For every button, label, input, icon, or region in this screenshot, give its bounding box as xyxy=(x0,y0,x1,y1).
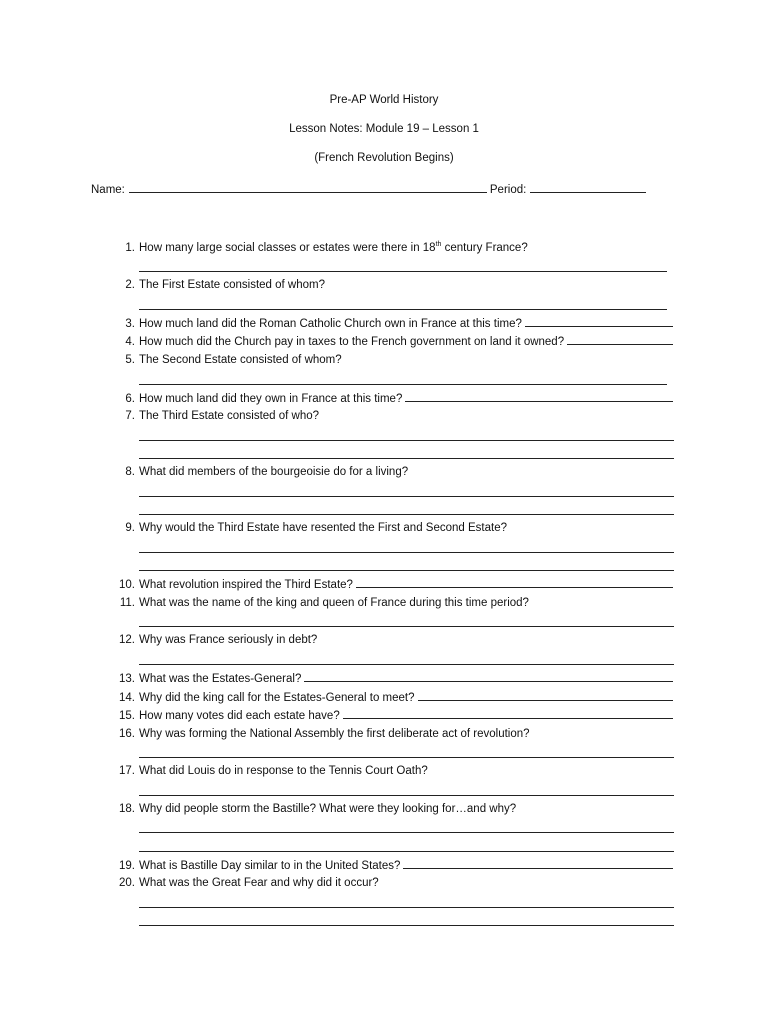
question-list xyxy=(105,239,675,930)
topic-subtitle: (French Revolution Begins) xyxy=(314,152,454,164)
question-number: 13. xyxy=(119,672,135,685)
question-15 xyxy=(105,706,675,725)
answer-field[interactable] xyxy=(356,575,673,588)
question-4 xyxy=(105,332,675,351)
question-text: How many votes did each estate have? xyxy=(139,710,340,723)
answer-field[interactable] xyxy=(403,856,673,869)
question-text: Why would the Third Estate have resented the First and Second Estate? xyxy=(139,522,507,535)
answer-line-row xyxy=(105,557,675,576)
answer-line[interactable] xyxy=(139,906,674,908)
question-text: What did Louis do in response to the Tennis Court Oath? xyxy=(139,765,428,778)
question-19 xyxy=(105,856,675,875)
answer-field[interactable] xyxy=(304,669,673,682)
question-number: 8. xyxy=(125,466,135,479)
question-number: 14. xyxy=(119,691,135,704)
answer-line-row xyxy=(105,650,675,669)
answer-line-row xyxy=(105,426,675,445)
period-field[interactable] xyxy=(530,181,646,193)
answer-line-row xyxy=(105,893,675,912)
question-10 xyxy=(105,575,675,594)
question-text: What revolution inspired the Third Estate? xyxy=(139,579,353,592)
question-text: The First Estate consisted of whom? xyxy=(139,279,325,292)
question-3 xyxy=(105,314,675,333)
answer-line[interactable] xyxy=(139,663,674,665)
question-text: Why did people storm the Bastille? What were they looking for…and why? xyxy=(139,802,517,815)
answer-field[interactable] xyxy=(567,332,673,345)
answer-line[interactable] xyxy=(139,625,674,627)
answer-line[interactable] xyxy=(139,924,674,926)
answer-line[interactable] xyxy=(139,270,667,272)
question-number: 20. xyxy=(119,877,135,890)
question-16 xyxy=(105,725,675,744)
question-number: 12. xyxy=(119,634,135,647)
question-number: 4. xyxy=(125,336,135,349)
question-number: 11. xyxy=(119,597,135,610)
answer-field[interactable] xyxy=(405,389,673,402)
answer-line[interactable] xyxy=(139,794,674,796)
question-number: 17. xyxy=(119,765,135,778)
answer-line[interactable] xyxy=(139,569,674,571)
name-period-row xyxy=(91,181,671,196)
name-label: Name: xyxy=(91,184,125,196)
course-title: Pre-AP World History xyxy=(329,94,439,106)
answer-line[interactable] xyxy=(139,457,674,459)
question-text: What is Bastille Day similar to in the United States? xyxy=(139,859,401,872)
answer-line-row xyxy=(105,744,675,763)
answer-line[interactable] xyxy=(139,551,674,553)
question-number: 5. xyxy=(125,354,135,367)
question-1 xyxy=(105,239,675,258)
question-text: How many large social classes or estates were there in 18th century France? xyxy=(139,241,528,254)
answer-field[interactable] xyxy=(525,314,673,327)
question-text: What did members of the bourgeoisie do for a living? xyxy=(139,466,409,479)
answer-line-row xyxy=(105,837,675,856)
question-9 xyxy=(105,519,675,538)
answer-line-row xyxy=(105,538,675,557)
answer-line-row xyxy=(105,258,675,277)
question-20 xyxy=(105,874,675,893)
question-text: Why was France seriously in debt? xyxy=(139,634,318,647)
question-text: How much land did they own in France at this time? xyxy=(139,392,403,405)
question-text: The Second Estate consisted of whom? xyxy=(139,354,342,367)
question-11 xyxy=(105,594,675,613)
answer-line[interactable] xyxy=(139,383,667,385)
answer-line[interactable] xyxy=(139,495,674,497)
question-13 xyxy=(105,669,675,688)
answer-line-row xyxy=(105,445,675,464)
answer-line[interactable] xyxy=(139,831,674,833)
question-number: 3. xyxy=(125,317,135,330)
question-number: 19. xyxy=(119,859,135,872)
question-text: What was the Estates-General? xyxy=(139,672,302,685)
question-number: 18. xyxy=(119,802,135,815)
question-text: How much did the Church pay in taxes to the French government on land it owned? xyxy=(139,336,565,349)
question-6 xyxy=(105,389,675,408)
answer-line[interactable] xyxy=(139,439,674,441)
question-14 xyxy=(105,688,675,707)
answer-line-row xyxy=(105,482,675,501)
question-17 xyxy=(105,762,675,781)
answer-line[interactable] xyxy=(139,513,674,515)
question-text: What was the Great Fear and why did it occur? xyxy=(139,877,379,890)
question-number: 9. xyxy=(125,522,135,535)
question-text: How much land did the Roman Catholic Church own in France at this time? xyxy=(139,317,522,330)
lesson-title: Lesson Notes: Module 19 – Lesson 1 xyxy=(289,123,479,135)
answer-line[interactable] xyxy=(139,308,667,310)
question-12 xyxy=(105,631,675,650)
name-field[interactable] xyxy=(129,181,487,193)
question-5 xyxy=(105,351,675,370)
question-2 xyxy=(105,276,675,295)
question-7 xyxy=(105,407,675,426)
answer-line-row xyxy=(105,295,675,314)
question-number: 16. xyxy=(119,727,135,740)
answer-line-row xyxy=(105,818,675,837)
question-8 xyxy=(105,463,675,482)
question-text: Why was forming the National Assembly the first deliberate act of revolution? xyxy=(139,727,530,740)
answer-line[interactable] xyxy=(139,850,674,852)
answer-line-row xyxy=(105,781,675,800)
answer-line-row xyxy=(105,613,675,632)
answer-line-row xyxy=(105,370,675,389)
answer-line[interactable] xyxy=(139,756,674,758)
question-text: Why did the king call for the Estates-General to meet? xyxy=(139,691,415,704)
question-number: 2. xyxy=(125,279,135,292)
question-18 xyxy=(105,800,675,819)
question-number: 10. xyxy=(119,579,135,592)
question-number: 6. xyxy=(125,392,135,405)
answer-line-row xyxy=(105,912,675,931)
answer-field[interactable] xyxy=(418,688,674,701)
question-number: 7. xyxy=(125,410,135,423)
question-number: 1. xyxy=(125,242,135,254)
question-text: The Third Estate consisted of who? xyxy=(139,410,320,423)
question-number: 15. xyxy=(119,710,135,723)
answer-line-row xyxy=(105,501,675,520)
period-label: Period: xyxy=(489,184,527,196)
answer-field[interactable] xyxy=(343,706,673,719)
question-text: What was the name of the king and queen of France during this time period? xyxy=(139,597,529,610)
